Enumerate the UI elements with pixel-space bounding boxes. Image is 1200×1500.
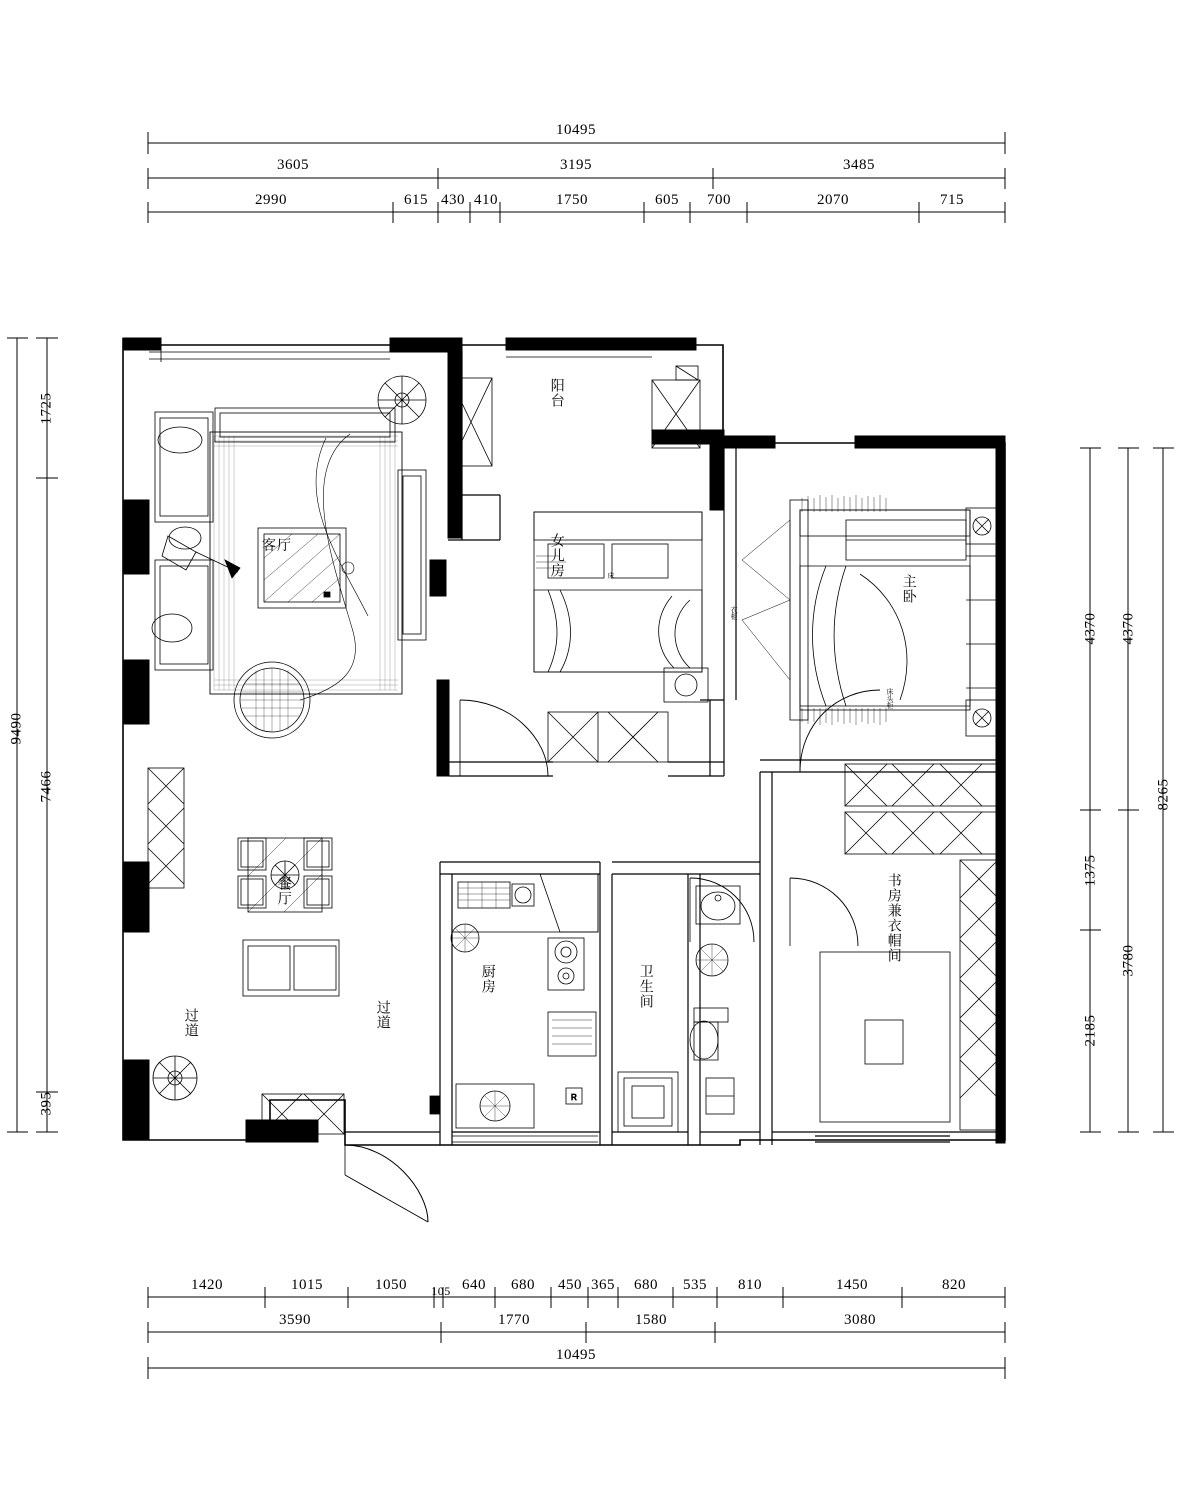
room-label-kitchen: 厨房 [480, 964, 497, 994]
room-label-living: 客厅 [262, 537, 292, 553]
room-label-study-closet: 书房兼衣帽间 [886, 873, 903, 963]
annotation-bed: 床 [607, 572, 614, 579]
dim-left-inner-0: 1725 [38, 392, 55, 425]
dim-bottom-row1-1: 1015 [291, 1277, 323, 1293]
children-room-furniture [460, 512, 708, 776]
dim-top-row3-7: 2070 [817, 192, 849, 208]
dim-left-inner-1: 7466 [38, 770, 55, 803]
dim-bottom-row1-11: 1450 [836, 1277, 868, 1293]
dim-right-inner-1: 1375 [1082, 854, 1099, 887]
dim-top-overall: 10495 [556, 122, 596, 138]
dim-top-row3-1: 615 [404, 192, 428, 208]
dim-left-overall: 9490 [8, 712, 25, 745]
annotation-wardrobe: 衣柜 [730, 606, 737, 620]
room-label-bathroom: 卫生间 [638, 964, 655, 1009]
dim-top-row3-0: 2990 [255, 192, 287, 208]
dim-bottom-row1-2: 1050 [375, 1277, 407, 1293]
dim-bottom-row1-7: 365 [591, 1277, 615, 1293]
dim-top-row3-8: 715 [940, 192, 964, 208]
dim-bottom-row1-6: 450 [558, 1277, 582, 1293]
annotation-nightstand: 床头柜 [886, 688, 893, 709]
top-dimension-lines [148, 132, 1005, 223]
dim-top-row3-5: 605 [655, 192, 679, 208]
dim-right-mid-0: 4370 [1120, 612, 1137, 645]
room-label-balcony: 阳台 [549, 378, 566, 408]
dim-bottom-row1-8: 680 [634, 1277, 658, 1293]
dim-bottom-row1-9: 535 [683, 1277, 707, 1293]
dim-bottom-row2-2: 1580 [635, 1312, 667, 1328]
dim-right-mid-1: 3780 [1120, 944, 1137, 977]
dim-top-row3-3: 410 [474, 192, 498, 208]
balcony-elements [450, 350, 700, 466]
dim-right-inner-2: 2185 [1082, 1014, 1099, 1047]
dim-bottom-row1-0: 1420 [191, 1277, 223, 1293]
room-label-dining: 餐厅 [276, 876, 293, 906]
bottom-dimension-lines [148, 1287, 1005, 1379]
dim-right-overall: 8265 [1155, 778, 1172, 811]
dim-top-row3-4: 1750 [556, 192, 588, 208]
master-bedroom-furniture [742, 495, 998, 772]
dining-furniture [148, 768, 339, 996]
dim-top-row2-1: 3195 [560, 157, 592, 173]
room-label-children-room: 女儿房 [549, 533, 566, 578]
dim-bottom-row1-3: 105 [431, 1284, 451, 1298]
dim-bottom-row1-12: 820 [942, 1277, 966, 1293]
dim-top-row3-6: 700 [707, 192, 731, 208]
dim-top-row2-2: 3485 [843, 157, 875, 173]
dim-bottom-row2-3: 3080 [844, 1312, 876, 1328]
room-label-master-bedroom: 主卧 [901, 574, 918, 604]
dim-left-inner-2: 395 [38, 1091, 55, 1116]
dim-top-row3-2: 430 [441, 192, 465, 208]
dim-right-inner-0: 4370 [1082, 612, 1099, 645]
svg-text:R: R [571, 1093, 577, 1102]
kitchen-fixtures [430, 874, 598, 1142]
dim-bottom-row1-4: 640 [462, 1277, 486, 1293]
dim-bottom-row2-0: 3590 [279, 1312, 311, 1328]
dim-bottom-row1-5: 680 [511, 1277, 535, 1293]
room-label-hallway-2: 过道 [183, 1008, 200, 1038]
dim-bottom-row1-10: 810 [738, 1277, 762, 1293]
dim-bottom-row2-1: 1770 [498, 1312, 530, 1328]
room-label-hallway-1: 过道 [375, 1000, 392, 1030]
dim-bottom-overall: 10495 [556, 1347, 596, 1363]
dim-top-row2-0: 3605 [277, 157, 309, 173]
